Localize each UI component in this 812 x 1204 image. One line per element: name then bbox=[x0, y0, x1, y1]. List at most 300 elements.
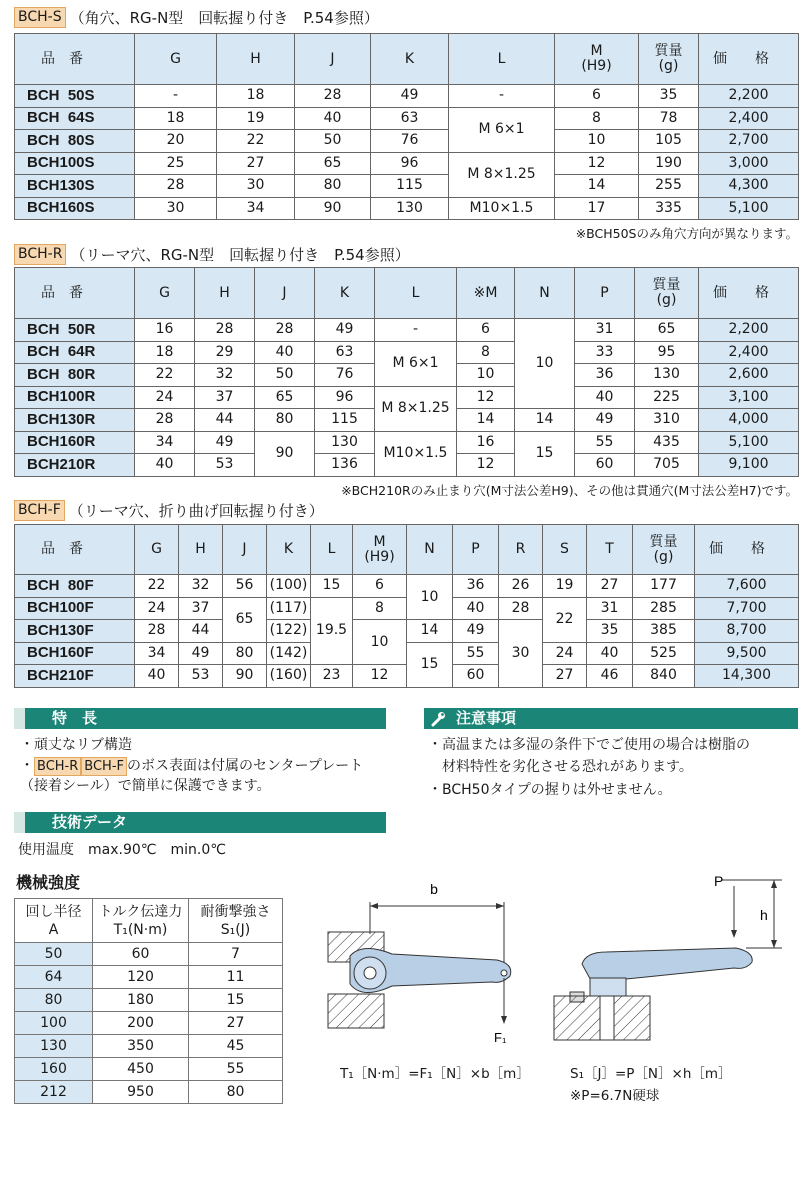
model-cell: BCH 80F bbox=[15, 575, 135, 598]
bchr-header-10: 価 格 bbox=[699, 268, 799, 319]
table-cell: 37 bbox=[179, 597, 223, 620]
table-cell: 435 bbox=[635, 431, 699, 454]
table-row bbox=[15, 431, 799, 454]
features-tag-r: BCH-R bbox=[34, 757, 81, 776]
table-cell: 22 bbox=[135, 575, 179, 598]
label-h: h bbox=[760, 907, 768, 923]
bchs-table bbox=[14, 33, 799, 220]
table-cell: 525 bbox=[633, 642, 695, 665]
table-cell: 27 bbox=[189, 1012, 283, 1035]
table-cell: 450 bbox=[93, 1058, 189, 1081]
table-cell: 950 bbox=[93, 1081, 189, 1104]
table-row bbox=[15, 1035, 283, 1058]
bchr-header-3: J bbox=[255, 268, 315, 319]
table-cell: 26 bbox=[499, 575, 543, 598]
table-cell: 35 bbox=[639, 85, 699, 108]
table-cell: 28 bbox=[135, 620, 179, 643]
bchr-header-9: 質量 (g) bbox=[635, 268, 699, 319]
table-cell: 50 bbox=[255, 364, 315, 387]
price-cell: 5,100 bbox=[699, 197, 799, 220]
table-row bbox=[15, 197, 799, 220]
table-row bbox=[15, 319, 799, 342]
table-cell: 40 bbox=[575, 386, 635, 409]
price-cell: 3,100 bbox=[699, 386, 799, 409]
table-row bbox=[15, 341, 799, 364]
table-cell: 200 bbox=[93, 1012, 189, 1035]
table-cell: 130 bbox=[15, 1035, 93, 1058]
price-cell: 3,000 bbox=[699, 152, 799, 175]
bchf-header-3: J bbox=[223, 525, 267, 575]
table-cell: 44 bbox=[195, 409, 255, 432]
table-cell: 65 bbox=[295, 152, 371, 175]
bchf-title: （リーマ穴、折り曲げ回転握り付き） bbox=[68, 502, 324, 520]
bchf-header-6: M (H9) bbox=[353, 525, 407, 575]
table-cell: 32 bbox=[195, 364, 255, 387]
price-cell: 7,600 bbox=[695, 575, 799, 598]
price-cell: 4,300 bbox=[699, 175, 799, 198]
table-cell: 46 bbox=[587, 665, 633, 688]
caution-bar bbox=[424, 708, 798, 729]
table-cell: 53 bbox=[179, 665, 223, 688]
table-cell: 18 bbox=[135, 107, 217, 130]
bchr-heading bbox=[14, 244, 410, 265]
table-row bbox=[15, 175, 799, 198]
table-cell: 33 bbox=[575, 341, 635, 364]
table-cell: 49 bbox=[195, 431, 255, 454]
table-cell: 63 bbox=[371, 107, 449, 130]
table-cell: 35 bbox=[587, 620, 633, 643]
table-cell: 17 bbox=[555, 197, 639, 220]
table-cell: 14 bbox=[515, 409, 575, 432]
table-cell: 55 bbox=[453, 642, 499, 665]
table-cell: 49 bbox=[371, 85, 449, 108]
table-cell: 10 bbox=[555, 130, 639, 153]
table-row bbox=[15, 943, 283, 966]
table-row bbox=[15, 575, 799, 598]
table-row bbox=[15, 989, 283, 1012]
mech-title: 機械強度 bbox=[16, 873, 81, 892]
torque-diagram bbox=[322, 872, 522, 1050]
bchr-header-5: L bbox=[375, 268, 457, 319]
table-cell: 105 bbox=[639, 130, 699, 153]
tech-title: 技術データ bbox=[52, 813, 128, 831]
table-cell: 49 bbox=[315, 319, 375, 342]
table-cell: M10×1.5 bbox=[375, 431, 457, 476]
table-cell: 96 bbox=[371, 152, 449, 175]
table-cell: 80 bbox=[223, 642, 267, 665]
table-cell: 65 bbox=[635, 319, 699, 342]
bchr-header-8: P bbox=[575, 268, 635, 319]
table-cell: 40 bbox=[295, 107, 371, 130]
model-cell: BCH210R bbox=[15, 454, 135, 477]
table-cell: 31 bbox=[575, 319, 635, 342]
table-cell: - bbox=[375, 319, 457, 342]
caution-line3: ・BCH50タイプの握りは外せません。 bbox=[428, 782, 672, 798]
table-cell: (117) bbox=[267, 597, 311, 620]
price-cell: 9,500 bbox=[695, 642, 799, 665]
table-cell: 10 bbox=[515, 319, 575, 409]
table-cell: 285 bbox=[633, 597, 695, 620]
table-cell: 55 bbox=[189, 1058, 283, 1081]
table-cell: 120 bbox=[93, 966, 189, 989]
features-line1: ・頑丈なリブ構造 bbox=[20, 737, 132, 753]
bchs-header-8: 価 格 bbox=[699, 34, 799, 85]
table-cell: 49 bbox=[575, 409, 635, 432]
table-cell: 115 bbox=[371, 175, 449, 198]
bchf-header-8: P bbox=[453, 525, 499, 575]
price-cell: 2,700 bbox=[699, 130, 799, 153]
table-cell: 27 bbox=[543, 665, 587, 688]
model-cell: BCH160S bbox=[15, 197, 135, 220]
features-line2-text: のボス表面は付属のセンタープレート bbox=[127, 758, 364, 774]
table-cell: 60 bbox=[453, 665, 499, 688]
table-cell: 28 bbox=[135, 409, 195, 432]
table-cell: 49 bbox=[453, 620, 499, 643]
table-cell: (100) bbox=[267, 575, 311, 598]
bchf-header-5: L bbox=[311, 525, 353, 575]
formula-torque: T₁［N·m］=F₁［N］×b［m］ bbox=[340, 1066, 530, 1082]
bchf-header-12: 質量 (g) bbox=[633, 525, 695, 575]
table-cell: 76 bbox=[315, 364, 375, 387]
table-cell: 255 bbox=[639, 175, 699, 198]
table-cell: 80 bbox=[295, 175, 371, 198]
table-cell: 115 bbox=[315, 409, 375, 432]
table-cell: 225 bbox=[635, 386, 699, 409]
table-cell: 840 bbox=[633, 665, 695, 688]
bchr-header-6: ※M bbox=[457, 268, 515, 319]
price-cell: 8,700 bbox=[695, 620, 799, 643]
model-cell: BCH160F bbox=[15, 642, 135, 665]
bchf-header-7: N bbox=[407, 525, 453, 575]
price-cell: 2,400 bbox=[699, 341, 799, 364]
table-cell: 8 bbox=[555, 107, 639, 130]
table-cell: (142) bbox=[267, 642, 311, 665]
price-cell: 9,100 bbox=[699, 454, 799, 477]
table-cell: 130 bbox=[371, 197, 449, 220]
table-cell: (122) bbox=[267, 620, 311, 643]
price-cell: 7,700 bbox=[695, 597, 799, 620]
bchf-tag: BCH-F bbox=[14, 500, 65, 521]
table-cell: 29 bbox=[195, 341, 255, 364]
table-cell: 16 bbox=[135, 319, 195, 342]
table-cell: 24 bbox=[135, 597, 179, 620]
features-bar bbox=[14, 708, 386, 729]
table-cell: 64 bbox=[15, 966, 93, 989]
formula-note: ※P=6.7N硬球 bbox=[570, 1088, 660, 1104]
table-cell: 53 bbox=[195, 454, 255, 477]
table-cell: 385 bbox=[633, 620, 695, 643]
model-cell: BCH130S bbox=[15, 175, 135, 198]
table-cell: 190 bbox=[639, 152, 699, 175]
table-cell: 36 bbox=[453, 575, 499, 598]
bchs-header-5: L bbox=[449, 34, 555, 85]
table-row bbox=[15, 386, 799, 409]
table-cell: M 6×1 bbox=[375, 341, 457, 386]
model-cell: BCH130R bbox=[15, 409, 135, 432]
bchr-tag: BCH-R bbox=[14, 244, 66, 265]
features-title: 特 長 bbox=[52, 709, 98, 727]
table-cell: 8 bbox=[353, 597, 407, 620]
bchf-header-13: 価 格 bbox=[695, 525, 799, 575]
table-cell: 65 bbox=[223, 597, 267, 642]
bchs-tag: BCH-S bbox=[14, 7, 66, 28]
table-cell: 27 bbox=[217, 152, 295, 175]
table-cell: 180 bbox=[93, 989, 189, 1012]
table-cell: 90 bbox=[295, 197, 371, 220]
caution-title: 注意事項 bbox=[456, 709, 517, 727]
bchr-header-0: 品 番 bbox=[15, 268, 135, 319]
table-cell: 34 bbox=[217, 197, 295, 220]
table-cell: 12 bbox=[457, 454, 515, 477]
table-cell: 335 bbox=[639, 197, 699, 220]
table-cell: 36 bbox=[575, 364, 635, 387]
model-cell: BCH100R bbox=[15, 386, 135, 409]
model-cell: BCH 64S bbox=[15, 107, 135, 130]
bchr-title: （リーマ穴、RG-N型 回転握り付き P.54参照） bbox=[70, 246, 410, 264]
bchf-header-1: G bbox=[135, 525, 179, 575]
table-cell: 14 bbox=[555, 175, 639, 198]
table-cell: 28 bbox=[295, 85, 371, 108]
table-cell: 14 bbox=[457, 409, 515, 432]
formula-impact: S₁［J］=P［N］×h［m］ bbox=[570, 1066, 732, 1082]
bchr-header-1: G bbox=[135, 268, 195, 319]
table-cell: 22 bbox=[543, 597, 587, 642]
bchf-header-4: K bbox=[267, 525, 311, 575]
table-cell: 37 bbox=[195, 386, 255, 409]
table-cell: 50 bbox=[295, 130, 371, 153]
table-cell: M 8×1.25 bbox=[449, 152, 555, 197]
table-cell: 40 bbox=[453, 597, 499, 620]
table-cell: 15 bbox=[189, 989, 283, 1012]
bchs-title: （角穴、RG-N型 回転握り付き P.54参照） bbox=[69, 9, 379, 27]
table-cell: 20 bbox=[135, 130, 217, 153]
impact-diagram bbox=[546, 868, 786, 1048]
table-cell: 30 bbox=[217, 175, 295, 198]
table-cell: 40 bbox=[135, 665, 179, 688]
table-cell: 27 bbox=[587, 575, 633, 598]
table-cell: 23 bbox=[311, 665, 353, 688]
table-cell: 28 bbox=[195, 319, 255, 342]
table-cell: 49 bbox=[179, 642, 223, 665]
table-cell: 22 bbox=[135, 364, 195, 387]
mech-table bbox=[14, 898, 283, 1104]
table-cell: 34 bbox=[135, 642, 179, 665]
table-cell: 160 bbox=[15, 1058, 93, 1081]
table-cell: 15 bbox=[515, 431, 575, 476]
table-cell: 80 bbox=[189, 1081, 283, 1104]
table-cell: 130 bbox=[635, 364, 699, 387]
label-f1: F₁ bbox=[494, 1030, 507, 1045]
table-cell: 10 bbox=[457, 364, 515, 387]
price-cell: 4,000 bbox=[699, 409, 799, 432]
table-cell: 177 bbox=[633, 575, 695, 598]
table-cell: 18 bbox=[135, 341, 195, 364]
table-cell: 34 bbox=[135, 431, 195, 454]
table-cell: 130 bbox=[315, 431, 375, 454]
table-cell: 22 bbox=[217, 130, 295, 153]
bchf-header-10: S bbox=[543, 525, 587, 575]
bchs-header-2: H bbox=[217, 34, 295, 85]
table-row bbox=[15, 966, 283, 989]
bchf-header-2: H bbox=[179, 525, 223, 575]
model-cell: BCH130F bbox=[15, 620, 135, 643]
table-cell: 76 bbox=[371, 130, 449, 153]
features-line3: （接着シール）で簡単に保護できます。 bbox=[20, 778, 271, 794]
price-cell: 2,600 bbox=[699, 364, 799, 387]
label-p: P bbox=[714, 873, 724, 889]
table-row bbox=[15, 642, 799, 665]
bchs-header-4: K bbox=[371, 34, 449, 85]
table-cell: 350 bbox=[93, 1035, 189, 1058]
table-cell: 19.5 bbox=[311, 597, 353, 665]
table-cell: M 8×1.25 bbox=[375, 386, 457, 431]
mech-header-a: 回し半径 A bbox=[15, 899, 93, 943]
bchr-header-4: K bbox=[315, 268, 375, 319]
table-cell: 12 bbox=[353, 665, 407, 688]
bchs-header-3: J bbox=[295, 34, 371, 85]
price-cell: 14,300 bbox=[695, 665, 799, 688]
model-cell: BCH100F bbox=[15, 597, 135, 620]
table-cell: 78 bbox=[639, 107, 699, 130]
table-cell: M 6×1 bbox=[449, 107, 555, 152]
bchr-note: ※BCH210Rのみ止まり穴(M寸法公差H9)、その他は貫通穴(M寸法公差H7)です。 bbox=[341, 483, 798, 498]
table-cell: 28 bbox=[499, 597, 543, 620]
mech-header-t: トルク伝達力 T₁(N·m) bbox=[93, 899, 189, 943]
table-cell: 28 bbox=[135, 175, 217, 198]
table-cell: 50 bbox=[15, 943, 93, 966]
table-row bbox=[15, 85, 799, 108]
model-cell: BCH 80S bbox=[15, 130, 135, 153]
features-tag-f: BCH-F bbox=[81, 757, 127, 776]
table-cell: 310 bbox=[635, 409, 699, 432]
price-cell: 2,400 bbox=[699, 107, 799, 130]
table-cell: 12 bbox=[555, 152, 639, 175]
caution-line1: ・高温または多湿の条件下でご使用の場合は樹脂の bbox=[428, 737, 750, 753]
table-cell: 31 bbox=[587, 597, 633, 620]
model-cell: BCH100S bbox=[15, 152, 135, 175]
table-row bbox=[15, 152, 799, 175]
table-cell: 100 bbox=[15, 1012, 93, 1035]
features-line2: ・ BCH-R BCH-F のボス表面は付属のセンタープレート bbox=[20, 758, 364, 774]
table-cell: 24 bbox=[543, 642, 587, 665]
table-cell: 11 bbox=[189, 966, 283, 989]
table-cell: 705 bbox=[635, 454, 699, 477]
model-cell: BCH210F bbox=[15, 665, 135, 688]
tech-temp: 使用温度 max.90℃ min.0℃ bbox=[18, 842, 226, 858]
table-cell: 8 bbox=[457, 341, 515, 364]
table-cell: 19 bbox=[543, 575, 587, 598]
table-cell: 24 bbox=[135, 386, 195, 409]
table-cell: 80 bbox=[255, 409, 315, 432]
bchr-table bbox=[14, 267, 799, 477]
table-cell: 10 bbox=[353, 620, 407, 665]
table-cell: - bbox=[449, 85, 555, 108]
table-cell: 90 bbox=[255, 431, 315, 476]
table-cell: (160) bbox=[267, 665, 311, 688]
bchf-heading bbox=[14, 500, 324, 521]
table-cell: 96 bbox=[315, 386, 375, 409]
wrench-icon bbox=[430, 711, 446, 727]
mech-header-s: 耐衝撃強さ S₁(J) bbox=[189, 899, 283, 943]
table-cell: 212 bbox=[15, 1081, 93, 1104]
table-row bbox=[15, 130, 799, 153]
bchf-header-0: 品 番 bbox=[15, 525, 135, 575]
table-cell: 60 bbox=[93, 943, 189, 966]
table-row bbox=[15, 1081, 283, 1104]
table-row bbox=[15, 1012, 283, 1035]
table-cell: 10 bbox=[407, 575, 453, 620]
table-cell: 14 bbox=[407, 620, 453, 643]
table-row bbox=[15, 107, 799, 130]
model-cell: BCH160R bbox=[15, 431, 135, 454]
bchs-header-6: M (H9) bbox=[555, 34, 639, 85]
table-cell: 44 bbox=[179, 620, 223, 643]
table-cell: 6 bbox=[353, 575, 407, 598]
table-cell: 80 bbox=[15, 989, 93, 1012]
table-cell: 65 bbox=[255, 386, 315, 409]
table-cell: 32 bbox=[179, 575, 223, 598]
price-cell: 5,100 bbox=[699, 431, 799, 454]
table-cell: 12 bbox=[457, 386, 515, 409]
table-cell: 95 bbox=[635, 341, 699, 364]
model-cell: BCH 64R bbox=[15, 341, 135, 364]
model-cell: BCH 80R bbox=[15, 364, 135, 387]
table-row bbox=[15, 1058, 283, 1081]
table-cell: 55 bbox=[575, 431, 635, 454]
bchs-heading bbox=[14, 7, 379, 28]
price-cell: 2,200 bbox=[699, 319, 799, 342]
bchs-header-7: 質量 (g) bbox=[639, 34, 699, 85]
caution-line2: 材料特性を劣化させる恐れがあります。 bbox=[442, 759, 693, 775]
table-cell: 40 bbox=[587, 642, 633, 665]
table-cell: 16 bbox=[457, 431, 515, 454]
bchf-header-9: R bbox=[499, 525, 543, 575]
table-cell: 19 bbox=[217, 107, 295, 130]
table-cell: 63 bbox=[315, 341, 375, 364]
model-cell: BCH 50R bbox=[15, 319, 135, 342]
table-cell: 6 bbox=[457, 319, 515, 342]
bchf-header-11: T bbox=[587, 525, 633, 575]
bchf-table bbox=[14, 524, 799, 688]
table-cell: 40 bbox=[135, 454, 195, 477]
model-cell: BCH 50S bbox=[15, 85, 135, 108]
table-cell: 15 bbox=[311, 575, 353, 598]
table-cell: 7 bbox=[189, 943, 283, 966]
table-cell: 90 bbox=[223, 665, 267, 688]
bchs-header-0: 品 番 bbox=[15, 34, 135, 85]
bchr-header-2: H bbox=[195, 268, 255, 319]
price-cell: 2,200 bbox=[699, 85, 799, 108]
table-cell: 6 bbox=[555, 85, 639, 108]
table-cell: M10×1.5 bbox=[449, 197, 555, 220]
table-cell: - bbox=[135, 85, 217, 108]
table-cell: 30 bbox=[135, 197, 217, 220]
table-cell: 30 bbox=[499, 620, 543, 688]
table-cell: 25 bbox=[135, 152, 217, 175]
table-cell: 18 bbox=[217, 85, 295, 108]
table-row bbox=[15, 620, 799, 643]
table-cell: 136 bbox=[315, 454, 375, 477]
table-cell: 56 bbox=[223, 575, 267, 598]
label-b: b bbox=[430, 881, 438, 897]
table-cell: 45 bbox=[189, 1035, 283, 1058]
table-cell: 28 bbox=[255, 319, 315, 342]
bchs-note: ※BCH50Sのみ角穴方向が異なります。 bbox=[575, 226, 798, 241]
bchr-header-7: N bbox=[515, 268, 575, 319]
bchs-header-1: G bbox=[135, 34, 217, 85]
table-cell: 60 bbox=[575, 454, 635, 477]
table-cell: 15 bbox=[407, 642, 453, 687]
